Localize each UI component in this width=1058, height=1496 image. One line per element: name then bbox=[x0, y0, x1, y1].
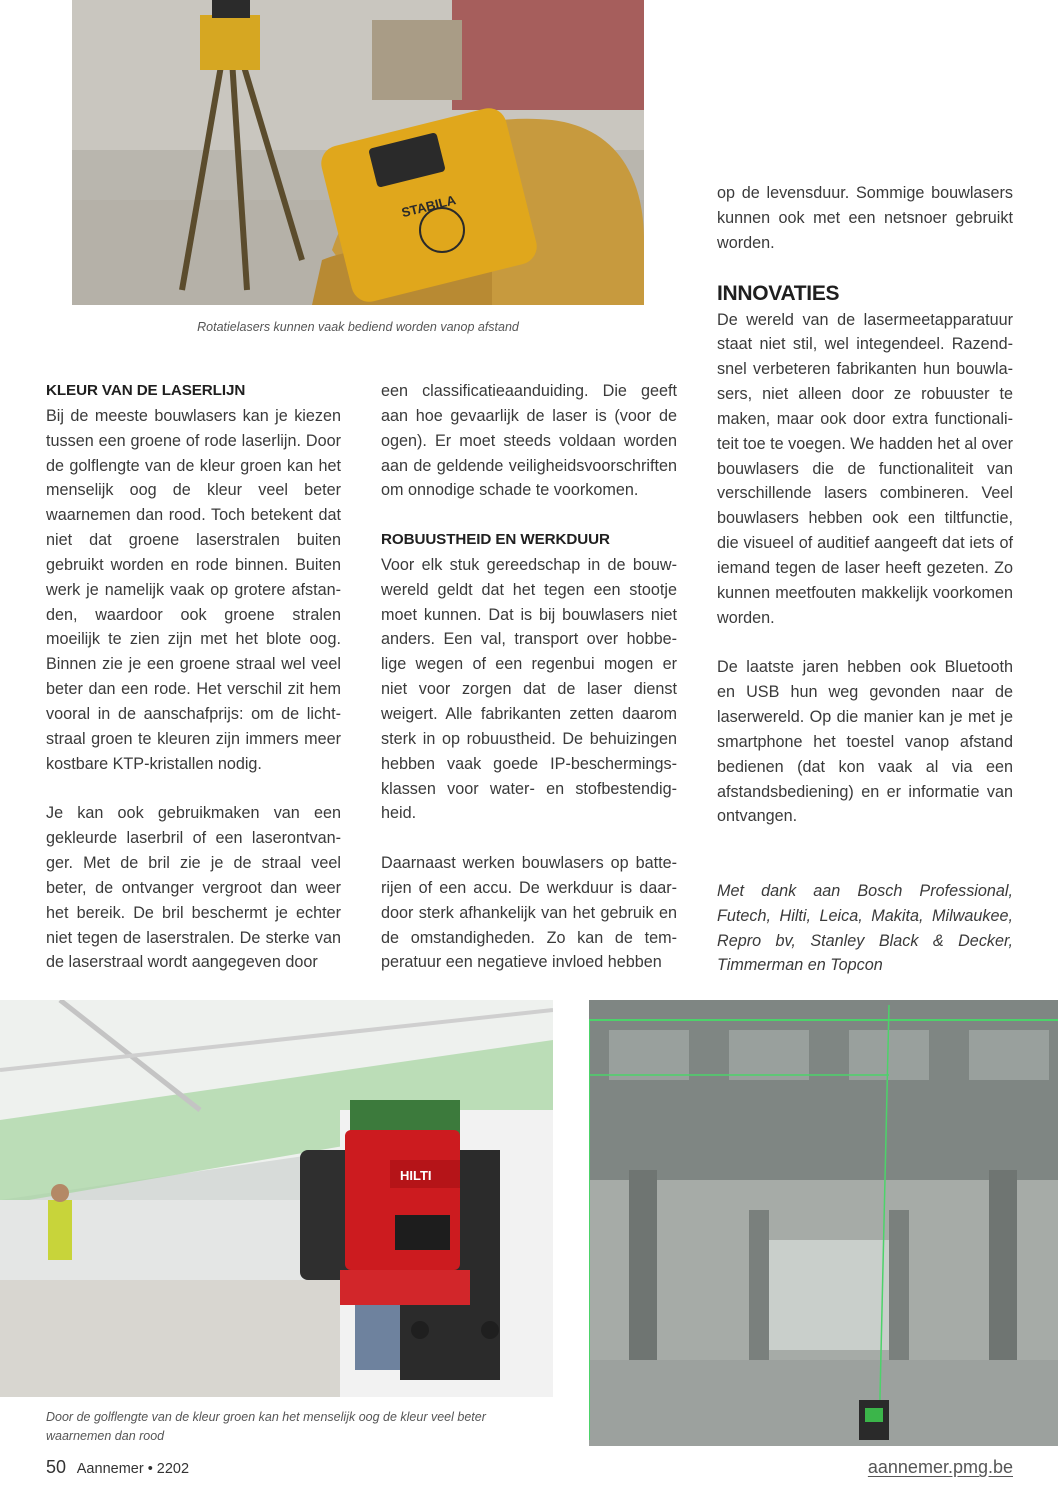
page-number: 50 bbox=[46, 1457, 67, 1477]
photo-remote-control bbox=[72, 0, 644, 305]
caption-top-photo: Rotatielasers kunnen vaak bediend worden vanop afstand bbox=[197, 320, 519, 334]
magazine-issue: Aannemer • 2202 bbox=[76, 1461, 190, 1477]
paragraph: De laatste jaren hebben ook Bluetooth en USB hun weg gevonden naar de laserwereld. Op die manier kan je met je smartphone het toestel vanop afstand bedienen (dat kon vaak al via een afstandsbediening) en er informatie van ontvangen. bbox=[717, 658, 1013, 826]
acknowledgements: Met dank aan Bosch Professional, Futech, Hilti, Leica, Makita, Milwaukee, Repro bv, Stanley Black & Decker, Timmerman en Topcon bbox=[717, 881, 1013, 975]
paragraph: op de levensduur. Sommige bouwlasers kunnen ook met een netsnoer gebruikt worden. bbox=[717, 184, 1013, 252]
heading-innovaties: INNOVATIES bbox=[717, 281, 840, 305]
paragraph: Daarnaast werken bouwlasers op batterijen of een accu. De werkduur is daardoor sterk afhankelijk van het gebruik en de omstandigheden. Zo kan de temperatuur een negatieve invloed hebben bbox=[381, 854, 677, 972]
paragraph: De wereld van de lasermeetapparatuur staat niet stil, wel integendeel. Razendsnel verbeteren fabrikanten hun bouwlasers, niet alleen door ze robuuster te maken, maar ook door extra functionaliteit toe te voegen. We hadden het al over bouwlasers die de functionaliteit van verschillende lasers combineren. Veel bouwlasers hebben ook een tiltfunctie, die visueel of auditief aangeeft dat iets of iemand tegen de laser heeft gezeten. Zo kunnen meetfouten makkelijk voorkomen worden. bbox=[717, 310, 1013, 627]
paragraph: een classificatieaanduiding. Die geeft aan hoe gevaarlijk de laser is (voor de ogen). Er moet steeds voldaan worden aan de geldende veiligheidsvoorschriften om onnodige schade te voorkomen. bbox=[381, 382, 677, 500]
photo-concrete-garage bbox=[589, 1000, 1058, 1446]
paragraph: Je kan ook gebruikmaken van een gekleurde laserbril of een laserontvanger. Met de bril zie je de straal veel beter, de ontvanger vergroot dan weer het bereik. De bril beschermt je echter niet tegen de laserstralen. De sterke van de laserstraal wordt aangegeven door bbox=[46, 804, 341, 972]
paragraph: Bij de meeste bouwlasers kan je kiezen tussen een groene of rode laserlijn. Door de golflengte van de kleur groen kan het menselijk oog de kleur veel beter waarnemen dan rood. Toch betekent dat niet dat groene laserstralen buiten gebruikt worden en rode binnen. Buiten werk je namelijk vaak op grotere afstanden, waardoor ook groene stralen moeilijk te zien zijn met het blote oog. Binnen zie je een groene straal wel veel beter dan een rode. Het verschil zit hem vooral in de aanschafprijs: om de lichtstraal groen te kleuren zijn immers meer kostbare KTP-kristallen nodig. bbox=[46, 406, 341, 773]
caption-bottom-left-photo: Door de golflengte van de kleur groen kan het menselijk oog de kleur veel beter waarnemen dan rood bbox=[46, 1410, 486, 1443]
column-1 bbox=[46, 379, 341, 975]
remote-label: STABILA bbox=[399, 192, 458, 221]
column-2 bbox=[381, 379, 677, 975]
footer-page-info bbox=[46, 1457, 189, 1478]
heading-kleur-laserlijn: KLEUR VAN DE LASERLIJN bbox=[46, 382, 246, 399]
device-label: HILTI bbox=[400, 1168, 432, 1183]
paragraph: Voor elk stuk gereedschap in de bouwwereld geldt dat het tegen een stootje moet kunnen. Dat is bij bouwlasers niet anders. Een val, transport over hobbelige wegen of een regenbui mogen er niet voor zorgen dat de laser dienst weigert. Alle fabrikanten zetten daarom sterk in op robuustheid. De behuizingen hebben vaak goede IP-beschermingsklassen voor water- en stofbestendigheid. bbox=[381, 555, 677, 823]
photo-hilti-laser bbox=[0, 1000, 553, 1397]
heading-robuustheid-werkduur: ROBUUSTHEID EN WERKDUUR bbox=[381, 531, 610, 549]
website-link[interactable]: aannemer.pmg.be bbox=[867, 1457, 1013, 1477]
column-3 bbox=[717, 181, 1013, 978]
